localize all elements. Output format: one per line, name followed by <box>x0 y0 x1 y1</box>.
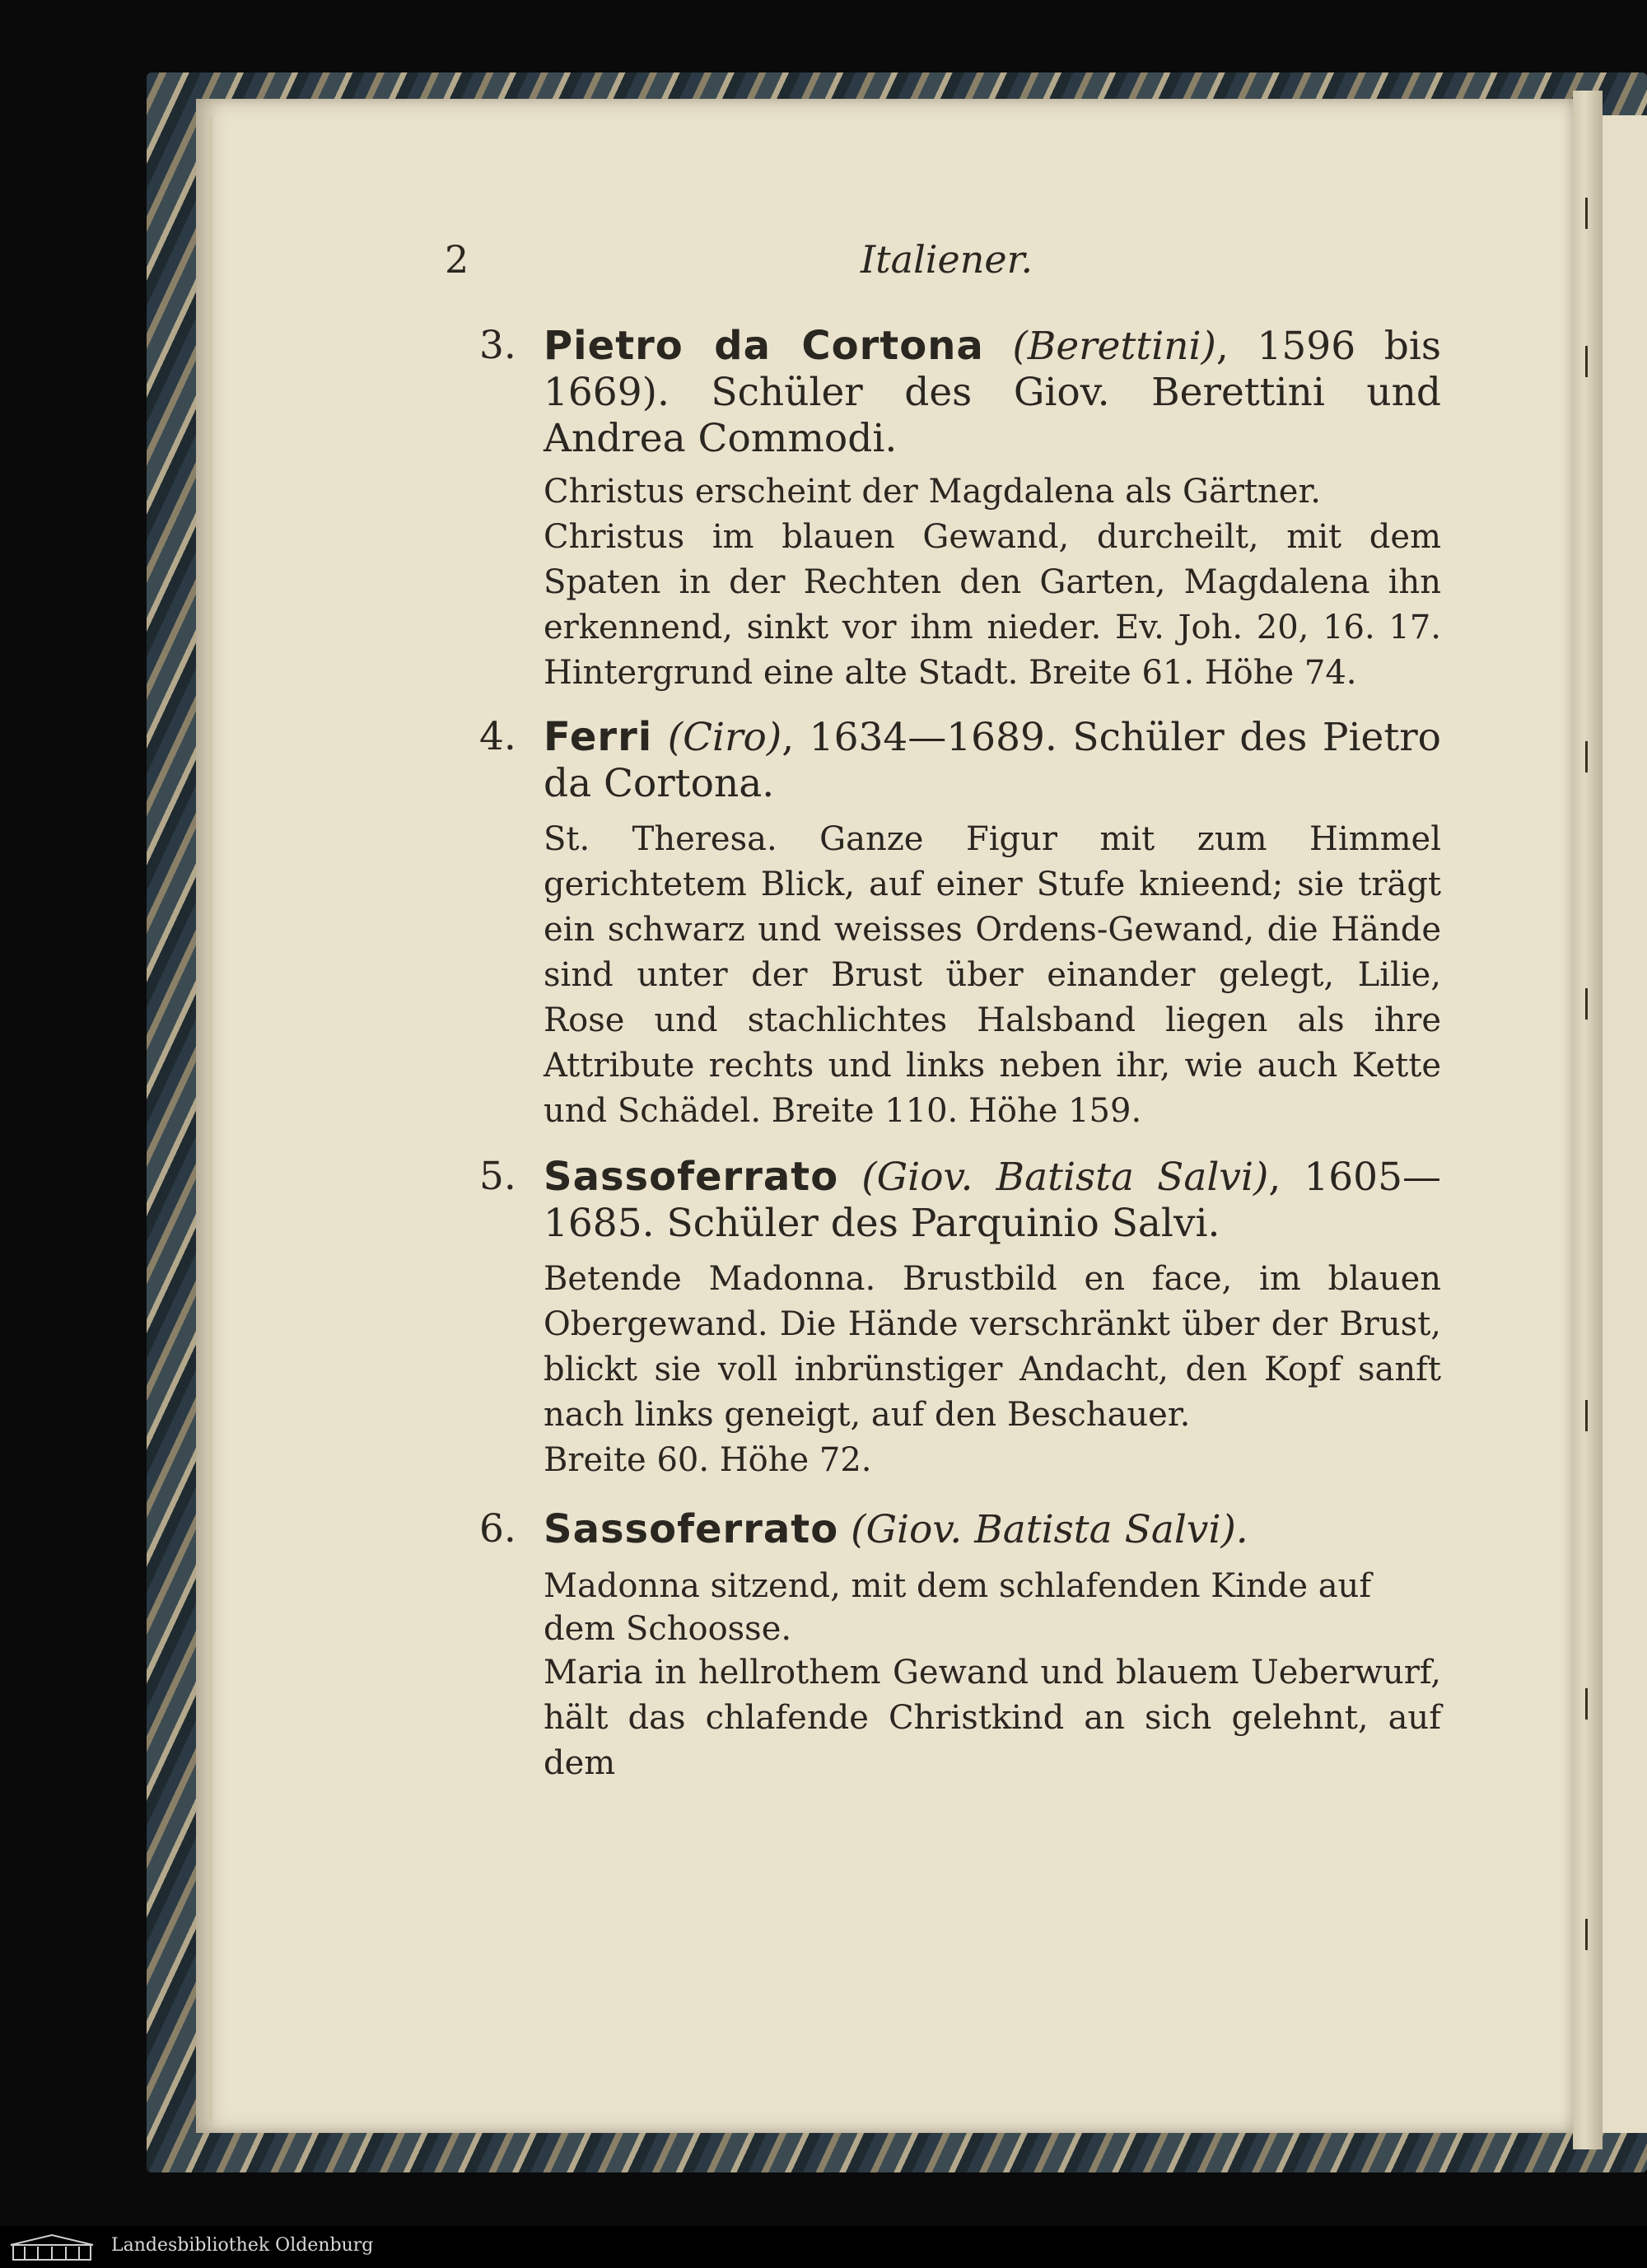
entry-heading <box>544 1506 1441 1553</box>
artist-name: Sassoferrato <box>544 1154 839 1200</box>
catalogue-content <box>479 323 1442 1786</box>
entry-number: 5. <box>479 1154 516 1199</box>
artist-name: Pietro da Cortona <box>544 323 984 369</box>
binding-stitch <box>1585 1400 1588 1431</box>
catalogue-entry-3 <box>479 323 1442 696</box>
work-title: Christus erscheint der Magdalena als Gärtner. <box>544 473 1321 511</box>
catalogue-entry-6 <box>479 1506 1441 1786</box>
artist-alias: (Giov. Batista Salvi) <box>861 1155 1269 1200</box>
artist-alias: (Giov. Batista Salvi). <box>851 1507 1248 1552</box>
artist-name: Sassoferrato <box>544 1506 839 1552</box>
running-head-title: Italiener. <box>861 237 1033 282</box>
work-description: Maria in hellrothem Gewand und blauem Ueberwurf, hält das chlafende Christkind an sich gelehnt, auf dem <box>544 1654 1441 1782</box>
work-description: Christus im blauen Gewand, durcheilt, mit dem Spaten in der Rechten den Garten, Magdalena ihn erkennend, sinkt vor ihm nieder. Ev. Joh. 20, 16. 17. Hintergrund eine alte Stadt. Breite 61. Höhe 74. <box>544 518 1441 692</box>
library-building-icon <box>7 2233 97 2263</box>
artist-alias: (Ciro) <box>667 715 782 760</box>
binding-stitch <box>1585 988 1588 1020</box>
entry-heading <box>544 323 1441 462</box>
binding-stitch <box>1585 346 1588 377</box>
work-description: St. Theresa. Ganze Figur mit zum Himmel gerichtetem Blick, auf einer Stufe knieend; sie trägt ein schwarz und weisses Ordens-Gewand, die Hände sind unter der Brust über einander gelegt, Lilie, Rose und stachlichtes Halsband liegen als ihre Attribute rechts und links neben ihr, wie auch Kette und Schädel. Breite 110. Höhe 159. <box>544 820 1441 1130</box>
page-edge <box>208 115 212 2125</box>
facing-page-edge <box>1603 115 1647 2133</box>
artist-details: , 1634—1689. Schüler des Pietro da Cortona. <box>544 715 1441 806</box>
page-number: 2 <box>445 237 469 282</box>
work-title: Madonna sitzend, mit dem schlafenden Kinde auf dem Schoosse. <box>544 1567 1372 1648</box>
binding-stitch <box>1585 1688 1588 1720</box>
work-description: Betende Madonna. Brustbild en face, im blauen Obergewand. Die Hände verschränkt über der Brust, blickt sie voll inbrünstiger Andacht, den Kopf sanft nach links geneigt, auf den Beschauer. <box>544 1260 1441 1434</box>
work-measurements: Breite 60. Höhe 72. <box>544 1441 872 1479</box>
catalogue-entry-5 <box>479 1154 1441 1483</box>
entry-heading <box>544 1154 1441 1247</box>
binding-stitch <box>1585 198 1588 229</box>
library-name[interactable]: Landesbibliothek Oldenburg <box>111 2235 374 2256</box>
entry-number: 6. <box>479 1506 516 1552</box>
book-gutter <box>1573 91 1603 2149</box>
entry-heading <box>544 714 1441 807</box>
artist-alias: (Berettini) <box>1012 324 1216 369</box>
binding-stitch <box>1585 1919 1588 1950</box>
artist-details: , 1605—1685. Schüler des Parquinio Salvi. <box>544 1155 1441 1246</box>
binding-stitch <box>1585 741 1588 772</box>
artist-name: Ferri <box>544 714 653 760</box>
entry-number: 3. <box>479 323 516 368</box>
entry-number: 4. <box>479 714 516 759</box>
catalogue-entry-4 <box>479 714 1441 1134</box>
artist-details: , 1596 bis 1669). Schüler des Giov. Berettini und Andrea Commodi. <box>544 324 1442 461</box>
